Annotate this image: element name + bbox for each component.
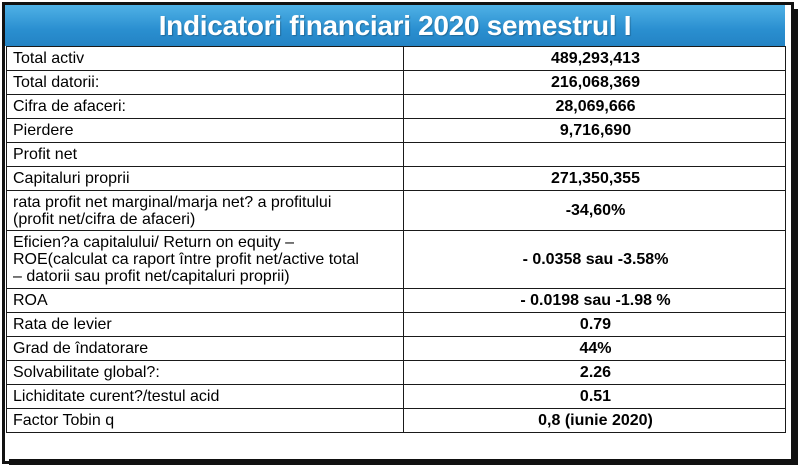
row-value: 28,069,666: [404, 95, 786, 119]
table-row: [7, 167, 786, 191]
row-label: Total datorii:: [7, 71, 404, 95]
table-row: [7, 47, 786, 71]
row-value: 44%: [404, 337, 786, 361]
table-row: [7, 191, 786, 231]
row-label: Grad de îndatorare: [7, 337, 404, 361]
row-label-line: (profit net/cifra de afaceri): [13, 210, 196, 228]
table-row: [7, 313, 786, 337]
row-value: 271,350,355: [404, 167, 786, 191]
row-value: 216,068,369: [404, 71, 786, 95]
table-row: [7, 289, 786, 313]
row-label: [7, 191, 404, 231]
row-label: Capitaluri proprii: [7, 167, 404, 191]
row-label: Cifra de afaceri:: [7, 95, 404, 119]
table-row: [7, 231, 786, 289]
table-row: [7, 143, 786, 167]
table-title: Indicatori financiari 2020 semestrul I: [158, 9, 632, 41]
frame-shadow-right: [791, 9, 798, 464]
row-label: Total activ: [7, 47, 404, 71]
row-label: ROA: [7, 289, 404, 313]
row-value: 0,8 (iunie 2020): [404, 409, 786, 433]
row-label-line: rata profit net marginal/marja net? a profitului: [13, 193, 332, 211]
title-bar: [5, 5, 785, 46]
row-label: Lichiditate curent?/testul acid: [7, 385, 404, 409]
row-label: Factor Tobin q: [7, 409, 404, 433]
row-value: -34,60%: [404, 191, 786, 231]
table-row: [7, 385, 786, 409]
row-label-line: – datorii sau profit net/capitaluri proprii): [13, 268, 290, 285]
row-value: 0.79: [404, 313, 786, 337]
financial-indicators-table: [6, 46, 786, 433]
table-row: [7, 361, 786, 385]
table-row: [7, 71, 786, 95]
row-label: Profit net: [7, 143, 404, 167]
row-label: Pierdere: [7, 119, 404, 143]
row-value: [404, 143, 786, 167]
table-row: [7, 95, 786, 119]
row-value: - 0.0198 sau -1.98 %: [404, 289, 786, 313]
table-row: [7, 337, 786, 361]
row-value: 0.51: [404, 385, 786, 409]
frame-shadow-bottom: [9, 459, 798, 465]
row-value: - 0.0358 sau -3.58%: [404, 231, 786, 289]
row-value: 9,716,690: [404, 119, 786, 143]
row-label-line: ROE(calculat ca raport între profit net/active total: [13, 251, 359, 268]
row-value: 2.26: [404, 361, 786, 385]
row-label: Solvabilitate global?:: [7, 361, 404, 385]
row-value: 489,293,413: [404, 47, 786, 71]
row-label-line: Eficien?a capitalului/ Return on equity –: [13, 234, 295, 251]
row-label: [7, 231, 404, 289]
row-label: Rata de levier: [7, 313, 404, 337]
table-row: [7, 119, 786, 143]
table-row: [7, 409, 786, 433]
